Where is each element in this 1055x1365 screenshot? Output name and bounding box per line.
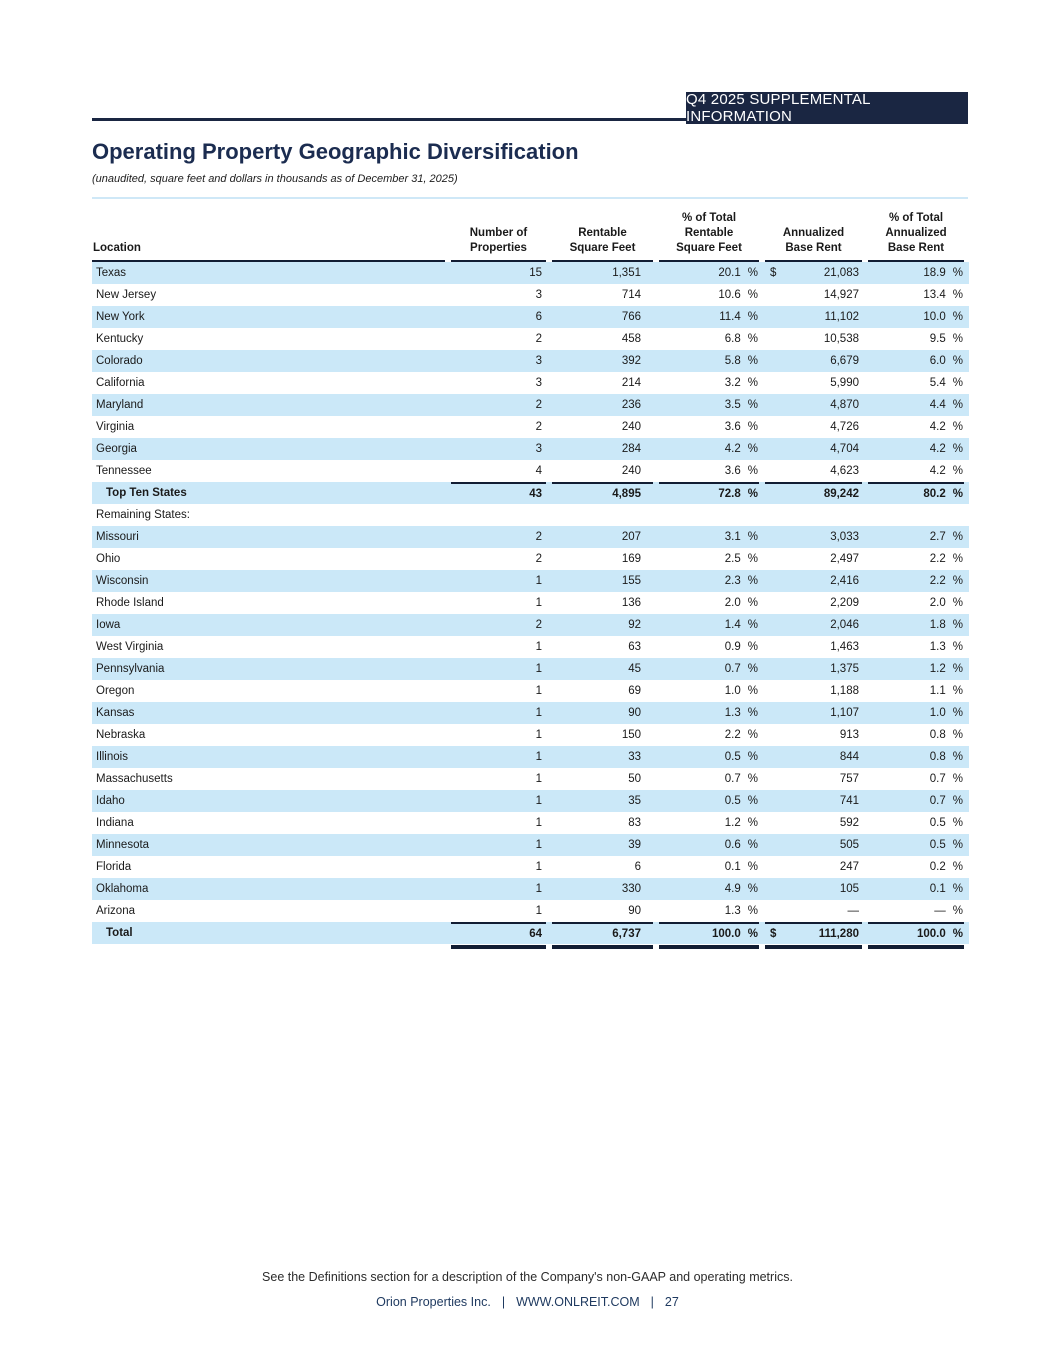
cell-pct-annualized-base-rent: 2.0 % [929,597,963,609]
column-header: Location [92,206,445,262]
table-row [92,306,969,328]
table-row [92,724,969,746]
table-row [92,284,969,306]
cell-rentable-sqft: 35 [628,795,641,807]
cell-annualized-base-rent: 741 [839,795,859,807]
cell-properties: 3 [535,289,542,301]
cell-pct-rentable-sqft: 2.2 % [724,729,758,741]
table-row [92,328,969,350]
footer-separator: | [501,1295,506,1309]
cell-pct-rentable-sqft: 100.0 % [659,922,759,944]
cell-rentable-sqft: 236 [621,399,641,411]
footer-website: WWW.ONLREIT.COM [516,1295,640,1309]
table-row [92,504,969,526]
cell-location: Remaining States: [96,509,190,521]
cell-annualized-base-rent: 1,188 [830,685,859,697]
cell-properties: 1 [535,597,542,609]
cell-annualized-base-rent: 505 [839,839,859,851]
cell-properties: 1 [535,641,542,653]
table-row [92,592,969,614]
cell-pct-annualized-base-rent: 2.7 % [929,531,963,543]
cell-rentable-sqft: 83 [628,817,641,829]
cell-rentable-sqft: 92 [628,619,641,631]
cell-rentable-sqft: 69 [628,685,641,697]
cell-pct-rentable-sqft: 2.5 % [724,553,758,565]
footer-page-number: 27 [664,1295,679,1309]
cell-properties: 1 [535,795,542,807]
cell-rentable-sqft: 63 [628,641,641,653]
cell-pct-annualized-base-rent: 1.1 % [929,685,963,697]
cell-pct-annualized-base-rent: 4.2 % [929,465,963,477]
cell-rentable-sqft: 6,737 [552,922,653,944]
column-header: % of Total Annualized Base Rent [868,206,964,262]
cell-properties: 2 [535,619,542,631]
cell-location: Rhode Island [96,597,164,609]
cell-rentable-sqft: 45 [628,663,641,675]
table-row [92,372,969,394]
cell-location: Georgia [96,443,137,455]
cell-pct-rentable-sqft: 2.0 % [724,597,758,609]
cell-pct-rentable-sqft: 72.8 % [659,482,759,504]
cell-annualized-base-rent: 4,870 [830,399,859,411]
cell-pct-rentable-sqft: 0.7 % [724,773,758,785]
cell-properties: 1 [535,575,542,587]
table-row [92,438,969,460]
footer-separator: | [650,1295,654,1309]
cell-pct-rentable-sqft: 3.2 % [724,377,758,389]
cell-properties: 2 [535,333,542,345]
cell-annualized-base-rent: 10,538 [823,333,859,345]
cell-properties: 1 [535,685,542,697]
cell-properties: 2 [535,531,542,543]
cell-annualized-base-rent: $ 21,083 [770,267,859,279]
cell-pct-rentable-sqft: 6.8 % [724,333,758,345]
cell-rentable-sqft: 240 [621,421,641,433]
cell-annualized-base-rent: 592 [839,817,859,829]
cell-pct-annualized-base-rent: 10.0 % [923,311,963,323]
cell-annualized-base-rent: 2,046 [830,619,859,631]
cell-pct-rentable-sqft: 0.7 % [724,663,758,675]
report-banner [686,92,968,124]
cell-rentable-sqft: 766 [621,311,641,323]
table-row [92,614,969,636]
cell-pct-rentable-sqft: 3.6 % [724,421,758,433]
cell-pct-rentable-sqft: 0.6 % [724,839,758,851]
cell-pct-annualized-base-rent: 0.7 % [929,795,963,807]
cell-location: Idaho [96,795,125,807]
cell-rentable-sqft: 50 [628,773,641,785]
cell-pct-annualized-base-rent: 0.1 % [929,883,963,895]
cell-annualized-base-rent: 105 [839,883,859,895]
double-rule-segment [868,945,964,949]
table-row [92,922,969,944]
cell-properties: 2 [535,399,542,411]
cell-pct-annualized-base-rent: — % [934,905,963,917]
dollar-sign: $ [770,928,777,940]
cell-pct-annualized-base-rent: 1.2 % [929,663,963,675]
banner-label: Q4 2025 SUPPLEMENTAL INFORMATION [686,91,871,125]
cell-rentable-sqft: 284 [621,443,641,455]
table-row [92,416,969,438]
cell-properties: 2 [535,553,542,565]
cell-rentable-sqft: 214 [621,377,641,389]
cell-rentable-sqft: 1,351 [612,267,641,279]
double-rule-segment [552,945,653,949]
cell-pct-annualized-base-rent: 80.2 % [868,482,964,504]
cell-properties: 4 [535,465,542,477]
cell-properties: 1 [535,905,542,917]
cell-pct-rentable-sqft: 5.8 % [724,355,758,367]
cell-rentable-sqft: 240 [621,465,641,477]
cell-annualized-base-rent: 757 [839,773,859,785]
cell-properties: 1 [535,729,542,741]
cell-properties: 15 [529,267,542,279]
cell-properties: 2 [535,421,542,433]
table-row [92,746,969,768]
cell-annualized-base-rent: 89,242 [765,482,862,504]
table-row [92,900,969,922]
cell-pct-rentable-sqft: 0.5 % [724,795,758,807]
cell-properties: 1 [535,707,542,719]
cell-rentable-sqft: 392 [621,355,641,367]
cell-pct-rentable-sqft: 3.5 % [724,399,758,411]
table-row [92,548,969,570]
column-header: Annualized Base Rent [765,206,862,262]
cell-annualized-base-rent [765,504,862,526]
cell-pct-annualized-base-rent: 1.8 % [929,619,963,631]
cell-pct-annualized-base-rent: 4.2 % [929,421,963,433]
table-row [92,702,969,724]
table-row [92,350,969,372]
cell-annualized-base-rent: 4,726 [830,421,859,433]
cell-location: Nebraska [96,729,146,741]
cell-rentable-sqft [552,504,653,526]
table-row [92,812,969,834]
cell-pct-rentable-sqft: 1.2 % [724,817,758,829]
table-row [92,768,969,790]
cell-location: Total [106,927,133,939]
cell-location: Florida [96,861,132,873]
table-row [92,262,969,284]
cell-rentable-sqft: 39 [628,839,641,851]
cell-rentable-sqft: 90 [628,905,641,917]
table-row [92,394,969,416]
cell-rentable-sqft: 33 [628,751,641,763]
cell-pct-annualized-base-rent: 4.4 % [929,399,963,411]
table-row [92,526,969,548]
cell-pct-rentable-sqft: 1.0 % [724,685,758,697]
cell-pct-rentable-sqft: 3.1 % [724,531,758,543]
cell-properties: 1 [535,663,542,675]
cell-pct-annualized-base-rent: 4.2 % [929,443,963,455]
cell-annualized-base-rent: 247 [839,861,859,873]
column-header: % of Total Rentable Square Feet [659,206,759,262]
cell-location: Tennessee [96,465,152,477]
double-rule-segment [659,945,759,949]
cell-properties: 3 [535,443,542,455]
dollar-sign: $ [770,267,777,279]
cell-annualized-base-rent: 913 [839,729,859,741]
cell-annualized-base-rent: 1,463 [830,641,859,653]
cell-annualized-base-rent: 6,679 [830,355,859,367]
cell-pct-rentable-sqft: 2.3 % [724,575,758,587]
cell-annualized-base-rent: 14,927 [823,289,859,301]
cell-annualized-base-rent: 1,107 [830,707,859,719]
table-row [92,460,969,482]
cell-pct-annualized-base-rent: 0.5 % [929,817,963,829]
cell-location: Virginia [96,421,135,433]
cell-properties: 1 [535,751,542,763]
cell-pct-rentable-sqft: 0.1 % [724,861,758,873]
cell-pct-rentable-sqft: 0.5 % [724,751,758,763]
cell-properties [451,504,546,526]
cell-annualized-base-rent: 2,416 [830,575,859,587]
cell-properties: 3 [535,355,542,367]
cell-annualized-base-rent: 1,375 [830,663,859,675]
table-row [92,658,969,680]
cell-rentable-sqft: 90 [628,707,641,719]
cell-pct-annualized-base-rent: 1.0 % [929,707,963,719]
cell-pct-rentable-sqft: 1.3 % [724,905,758,917]
table-header-row [92,206,969,262]
table-row [92,834,969,856]
cell-pct-annualized-base-rent: 2.2 % [929,553,963,565]
cell-pct-rentable-sqft: 11.4 % [719,311,758,323]
cell-properties: 3 [535,377,542,389]
cell-annualized-base-rent: 844 [839,751,859,763]
cell-location: Oregon [96,685,135,697]
cell-location: Ohio [96,553,121,565]
cell-annualized-base-rent: 5,990 [830,377,859,389]
table-row [92,570,969,592]
cell-rentable-sqft: 207 [621,531,641,543]
table-row [92,680,969,702]
table-row [92,878,969,900]
double-rule-segment [451,945,546,949]
cell-location: Minnesota [96,839,150,851]
cell-rentable-sqft: 136 [621,597,641,609]
cell-properties: 43 [451,482,546,504]
cell-annualized-base-rent: — [847,905,859,917]
cell-annualized-base-rent: 4,623 [830,465,859,477]
cell-location: Colorado [96,355,143,367]
cell-annualized-base-rent: $ 111,280 [765,922,862,944]
cell-pct-rentable-sqft: 1.3 % [724,707,758,719]
geographic-diversification-table [92,206,969,953]
cell-pct-annualized-base-rent: 0.8 % [929,751,963,763]
cell-rentable-sqft: 4,895 [552,482,653,504]
cell-properties: 6 [535,311,542,323]
cell-location: California [96,377,145,389]
cell-pct-annualized-base-rent: 0.7 % [929,773,963,785]
cell-location: Kentucky [96,333,144,345]
cell-rentable-sqft: 330 [621,883,641,895]
cell-location: Top Ten States [106,487,187,499]
table-top-rule [92,197,968,199]
cell-location: Iowa [96,619,121,631]
table-row [92,856,969,878]
cell-annualized-base-rent: 2,209 [830,597,859,609]
cell-properties: 1 [535,817,542,829]
cell-properties: 1 [535,773,542,785]
cell-rentable-sqft: 169 [621,553,641,565]
page-subtitle: (unaudited, square feet and dollars in thousands as of December 31, 2025) [92,173,458,185]
cell-pct-rentable-sqft: 4.2 % [724,443,758,455]
cell-location: Maryland [96,399,144,411]
double-rule-segment [765,945,862,949]
cell-pct-rentable-sqft: 4.9 % [724,883,758,895]
column-header: Rentable Square Feet [552,206,653,262]
cell-pct-annualized-base-rent: 0.5 % [929,839,963,851]
cell-location: Texas [96,267,127,279]
page-footer [0,1295,1055,1309]
cell-properties: 1 [535,861,542,873]
cell-pct-annualized-base-rent: 0.8 % [929,729,963,741]
cell-location: Wisconsin [96,575,149,587]
column-header: Number of Properties [451,206,546,262]
table-body [92,262,969,953]
cell-rentable-sqft: 6 [634,861,641,873]
cell-location: Massachusetts [96,773,173,785]
cell-pct-rentable-sqft: 10.6 % [718,289,758,301]
cell-location: New Jersey [96,289,157,301]
cell-location: Pennsylvania [96,663,165,675]
cell-location: Illinois [96,751,128,763]
cell-pct-rentable-sqft: 20.1 % [718,267,758,279]
table-row [92,790,969,812]
cell-pct-annualized-base-rent: 100.0 % [868,922,964,944]
cell-properties: 1 [535,883,542,895]
cell-pct-rentable-sqft: 3.6 % [724,465,758,477]
cell-pct-annualized-base-rent: 9.5 % [929,333,963,345]
cell-location: Oklahoma [96,883,149,895]
cell-pct-rentable-sqft: 1.4 % [724,619,758,631]
cell-annualized-base-rent: 2,497 [830,553,859,565]
footer-company: Orion Properties Inc. [376,1295,491,1309]
cell-pct-rentable-sqft: 0.9 % [724,641,758,653]
cell-pct-annualized-base-rent [868,504,964,526]
cell-annualized-base-rent: 4,704 [830,443,859,455]
cell-location: Kansas [96,707,135,719]
cell-pct-rentable-sqft [659,504,759,526]
cell-rentable-sqft: 458 [621,333,641,345]
total-double-rule [92,944,969,953]
cell-pct-annualized-base-rent: 6.0 % [929,355,963,367]
page-title: Operating Property Geographic Diversification [92,139,579,164]
cell-rentable-sqft: 150 [621,729,641,741]
cell-location: New York [96,311,145,323]
table-row [92,636,969,658]
cell-location: Arizona [96,905,135,917]
cell-location: Missouri [96,531,139,543]
cell-rentable-sqft: 155 [621,575,641,587]
cell-annualized-base-rent: 3,033 [830,531,859,543]
cell-location: West Virginia [96,641,164,653]
cell-pct-annualized-base-rent: 1.3 % [929,641,963,653]
cell-location: Indiana [96,817,134,829]
cell-pct-annualized-base-rent: 0.2 % [929,861,963,873]
cell-pct-annualized-base-rent: 13.4 % [923,289,963,301]
cell-properties: 64 [451,922,546,944]
table-row [92,482,969,504]
cell-annualized-base-rent: 11,102 [824,311,859,323]
cell-pct-annualized-base-rent: 2.2 % [929,575,963,587]
cell-properties: 1 [535,839,542,851]
cell-pct-annualized-base-rent: 18.9 % [923,267,963,279]
definitions-footnote: See the Definitions section for a description of the Company's non-GAAP and operating metrics. [262,1270,793,1284]
cell-rentable-sqft: 714 [621,289,641,301]
cell-pct-annualized-base-rent: 5.4 % [929,377,963,389]
